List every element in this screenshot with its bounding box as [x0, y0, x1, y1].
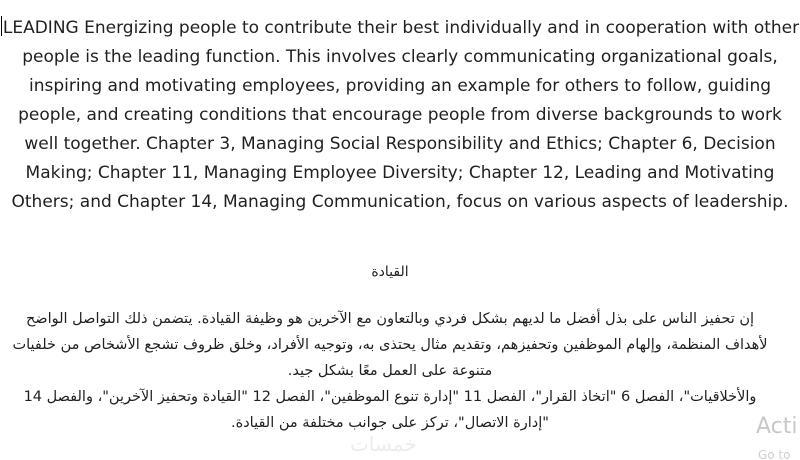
- activate-windows-watermark: Acti: [756, 414, 798, 439]
- arabic-chapters-text: والأخلاقيات"، الفصل 6 "اتخاذ القرار"، الفصل 11 "إدارة تنوع الموظفين"، الفصل 12 "القيادة وتحفيز الآخرين"، والفصل 14 "إدارة الاتصال"، تركز على جوانب مختلفة من القيادة.: [23, 389, 757, 431]
- arabic-paragraph-text: إن تحفيز الناس على بذل أفضل ما لديهم بشكل فردي وبالتعاون مع الآخرين هو وظيفة القيادة. يتضمن ذلك التواصل الواضح لأهداف المنظمة، وإلهام الموظفين وتحفيزهم، وتقديم مثال يحتذى به، وتوجيه الأفراد، وخلق ظروف تشجع الأشخاص من خلفيات متنوعة على العمل معًا بشكل جيد.: [12, 311, 768, 379]
- site-logo-watermark: خمسات: [350, 432, 417, 456]
- arabic-heading: القيادة: [371, 264, 409, 280]
- activate-windows-subtext: Go to: [758, 448, 791, 460]
- english-paragraph-text: LEADING Energizing people to contribute their best individually and in cooperation with other people is the leading function. This involves clearly communicating organizational goals, inspiring and motivating employees, providing an example for others to follow, guiding people, and creating conditions that encourage people from diverse backgrounds to work well together. Chapter 3, Managing Social Responsibility and Ethics; Chapter 6, Decision Making; Chapter 11, Managing Employee Diversity; Chapter 12, Leading and Motivating Others; and Chapter 14, Managing Communication, focus on various aspects of leadership.: [2, 18, 800, 212]
- arabic-paragraph[interactable]: [10, 306, 770, 436]
- text-cursor: [1, 16, 2, 36]
- english-paragraph[interactable]: [0, 14, 800, 217]
